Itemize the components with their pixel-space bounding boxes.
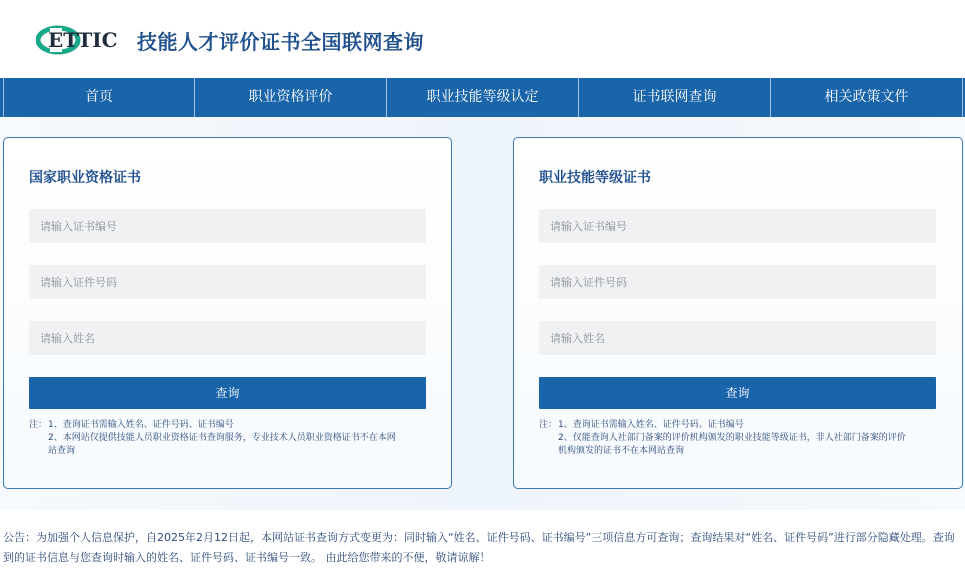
logo-text: ETTIC bbox=[48, 28, 118, 52]
nav-item-vocational-qualification[interactable]: 职业资格评价 bbox=[195, 78, 387, 117]
nav-item-skill-level-certification[interactable]: 职业技能等级认定 bbox=[387, 78, 579, 117]
nav-item-home[interactable]: 首页 bbox=[3, 78, 195, 117]
announcement-text: 公告：为加强个人信息保护，自2025年2月12日起，本网站证书查询方式变更为：同时输入“姓名、证件号码、证书编号”三项信息方可查询；查询结果对“姓名、证件号码”进行部分隐藏处理。查询到的证书信息与您查询时输入的姓名、证件号码、证书编号一致。 由此给您带来的不便，敬请谅解！ bbox=[3, 531, 955, 564]
note-prefix: 注： bbox=[539, 420, 558, 430]
skill-level-cert-panel bbox=[513, 137, 963, 489]
main-nav bbox=[0, 78, 965, 117]
cert-number-input[interactable] bbox=[29, 209, 426, 243]
id-number-input[interactable] bbox=[29, 265, 426, 299]
panel-title: 国家职业资格证书 bbox=[29, 170, 141, 186]
main-content bbox=[0, 117, 965, 510]
note-line: 2、本网站仅提供技能人员职业资格证书查询服务，专业技术人员职业资格证书不在本网 bbox=[48, 433, 396, 443]
site-header bbox=[0, 0, 965, 78]
name-input[interactable] bbox=[29, 321, 426, 355]
nav-item-policy-documents[interactable]: 相关政策文件 bbox=[771, 78, 963, 117]
note-prefix: 注： bbox=[29, 420, 48, 430]
site-title: 技能人才评价证书全国联网查询 bbox=[137, 30, 424, 54]
ettic-logo[interactable] bbox=[36, 24, 128, 56]
panel-title: 职业技能等级证书 bbox=[539, 170, 651, 186]
nav-item-certificate-query[interactable]: 证书联网查询 bbox=[579, 78, 771, 117]
query-button[interactable]: 查询 bbox=[539, 377, 936, 409]
name-input[interactable] bbox=[539, 321, 936, 355]
query-notes bbox=[539, 419, 944, 458]
id-number-input[interactable] bbox=[539, 265, 936, 299]
qualification-cert-panel bbox=[3, 137, 452, 489]
note-line: 1、查询证书需输入姓名、证件号码、证书编号 bbox=[48, 420, 234, 430]
query-button[interactable]: 查询 bbox=[29, 377, 426, 409]
note-line: 机构颁发的证书不在本网站查询 bbox=[558, 446, 685, 456]
note-line: 1、查询证书需输入姓名、证件号码、证书编号 bbox=[558, 420, 744, 430]
note-line: 站查询 bbox=[48, 446, 76, 456]
cert-number-input[interactable] bbox=[539, 209, 936, 243]
note-line: 2、仅能查询人社部门备案的评价机构颁发的职业技能等级证书，非人社部门备案的评价 bbox=[558, 433, 906, 443]
query-notes bbox=[29, 419, 434, 458]
